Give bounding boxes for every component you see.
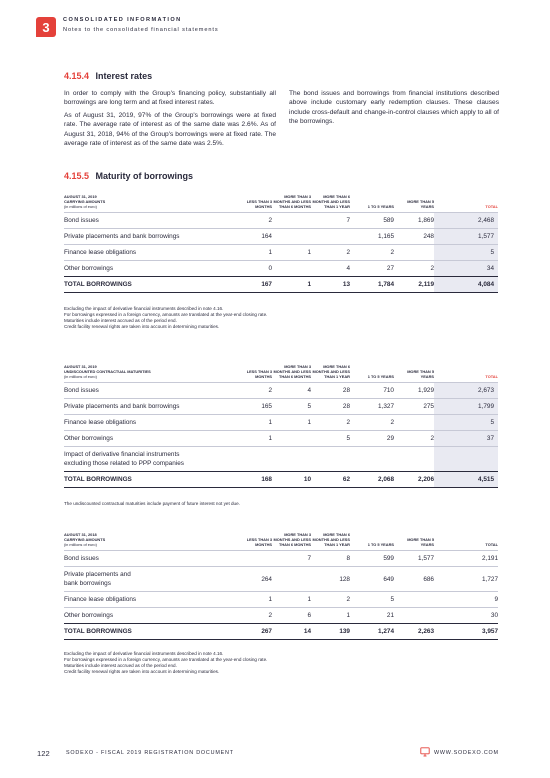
cell-total: 34	[434, 261, 498, 277]
col-header: 1 TO 5 YEARS	[367, 204, 394, 209]
col-header: MORE THAN 6 MONTHS AND LESS THAN 1 YEAR	[312, 532, 350, 547]
table-2018-carrying-amounts	[64, 532, 498, 640]
row-label: Private placements and bank borrowings	[64, 567, 231, 592]
col-header: MORE THAN 6 MONTHS AND LESS THAN 1 YEAR	[312, 194, 350, 209]
table-2019-undiscounted-maturities	[64, 364, 498, 488]
cell: 2	[231, 608, 272, 624]
cell-total: 1,727	[434, 567, 498, 592]
cell-total: 5	[434, 245, 498, 261]
cell: 10	[272, 472, 311, 488]
row-label: Other borrowings	[64, 431, 231, 447]
col-header: MORE THAN 6 MONTHS AND LESS THAN 1 YEAR	[312, 364, 350, 379]
note: Maturities include interest accrued as of the period end.	[64, 663, 177, 668]
table-heading: AUGUST 31, 2018 CARRYING AMOUNTS (in millions of euro)	[64, 532, 106, 547]
table-row	[64, 431, 498, 447]
table-header-row	[64, 532, 498, 551]
cell: 128	[311, 567, 350, 592]
cell: 599	[350, 551, 394, 567]
cell-total: 1,577	[434, 229, 498, 245]
cell: 1,577	[394, 551, 434, 567]
row-label: Impact of derivative financial instruments excluding those related to PPP companies	[64, 447, 231, 472]
table-total-row	[64, 624, 498, 640]
cell: 1	[272, 245, 311, 261]
cell: 1,869	[394, 213, 434, 229]
cell	[272, 213, 311, 229]
table-heading: AUGUST 31, 2019 CARRYING AMOUNTS (in millions of euro)	[64, 194, 106, 209]
cell: 275	[394, 399, 434, 415]
footer-website-link[interactable]: WWW.SODEXO.COM	[434, 750, 499, 756]
header-title: CONSOLIDATED INFORMATION	[63, 17, 182, 23]
cell-total: 1,799	[434, 399, 498, 415]
cell	[272, 567, 311, 592]
cell: 1	[272, 277, 311, 293]
section-maturity	[64, 171, 193, 181]
col-header: MORE THAN 3 MONTHS AND LESS THAN 6 MONTHS	[273, 194, 311, 209]
note: The undiscounted contractual maturities include payment of future interest not yet due.	[64, 501, 240, 506]
cell: 710	[350, 383, 394, 399]
col-header: 1 TO 5 YEARS	[367, 542, 394, 547]
table-row	[64, 608, 498, 624]
table-heading: AUGUST 31, 2019 UNDISCOUNTED CONTRACTUAL MATURITIES (in millions of euro)	[64, 364, 151, 379]
cell-total: 2,468	[434, 213, 498, 229]
table2-note	[64, 501, 240, 507]
cell-total: 30	[434, 608, 498, 624]
cell: 1	[231, 415, 272, 431]
cell	[394, 245, 434, 261]
cell	[311, 447, 350, 472]
note: Maturities include interest accrued as of the period end.	[64, 318, 177, 323]
cell: 14	[272, 624, 311, 640]
cell: 8	[311, 551, 350, 567]
col-header: 1 TO 5 YEARS	[367, 374, 394, 379]
footer-document-title: SODEXO - FISCAL 2019 REGISTRATION DOCUMENT	[66, 750, 234, 756]
col-header: MORE THAN 3 MONTHS AND LESS THAN 6 MONTHS	[273, 532, 311, 547]
section-title: Maturity of borrowings	[95, 171, 194, 181]
col-header-total: TOTAL	[485, 374, 498, 379]
cell: 1,929	[394, 383, 434, 399]
cell: 1	[231, 245, 272, 261]
col-header: MORE THAN 5 YEARS	[407, 199, 434, 209]
row-label: Bond issues	[64, 551, 231, 567]
cell: 2	[394, 261, 434, 277]
row-label: Bond issues	[64, 213, 231, 229]
cell: 5	[272, 399, 311, 415]
table1-notes	[64, 306, 267, 330]
cell: 27	[350, 261, 394, 277]
cell: 649	[350, 567, 394, 592]
note: Excluding the impact of derivative financial instruments described in note 4.16.	[64, 306, 224, 311]
cell: 5	[350, 592, 394, 608]
table-total-row	[64, 472, 498, 488]
cell: 1	[272, 592, 311, 608]
cell: 1,274	[350, 624, 394, 640]
row-label: Private placements and bank borrowings	[64, 229, 231, 245]
cell: 6	[272, 608, 311, 624]
cell: 165	[231, 399, 272, 415]
cell-total: 5	[434, 415, 498, 431]
cell: 1	[311, 608, 350, 624]
table-row	[64, 567, 498, 592]
cell: 21	[350, 608, 394, 624]
cell-total: 37	[434, 431, 498, 447]
table-row	[64, 261, 498, 277]
paragraph: As of August 31, 2019, 97% of the Group's borrowings were at fixed rate. The average rate of interest as of the same date was 2.6%. As of August 31, 2018, 94% of the Group's borrowings were at fixed rate. The average rate of interest as of the same date was 2.5%.	[64, 111, 276, 148]
row-label: Finance lease obligations	[64, 592, 231, 608]
cell: 2	[394, 431, 434, 447]
row-label: TOTAL BORROWINGS	[64, 277, 231, 293]
cell: 1	[272, 415, 311, 431]
cell: 167	[231, 277, 272, 293]
cell: 13	[311, 277, 350, 293]
col-header-total: TOTAL	[485, 542, 498, 547]
note: Credit facility renewal rights are taken into account in determining maturities.	[64, 669, 220, 674]
row-label: Private placements and bank borrowings	[64, 399, 231, 415]
cell-total: 3,957	[434, 624, 498, 640]
cell: 5	[311, 431, 350, 447]
cell: 168	[231, 472, 272, 488]
cell: 264	[231, 567, 272, 592]
cell	[394, 608, 434, 624]
cell: 1,327	[350, 399, 394, 415]
table-row	[64, 447, 498, 472]
cell: 2	[350, 415, 394, 431]
cell	[272, 447, 311, 472]
col-header: LESS THAN 3 MONTHS	[246, 369, 272, 379]
col-header: LESS THAN 3 MONTHS	[246, 199, 272, 209]
cell-total: 2,191	[434, 551, 498, 567]
table-row	[64, 399, 498, 415]
interest-left-text	[64, 89, 276, 151]
cell: 267	[231, 624, 272, 640]
section-title: Interest rates	[95, 71, 153, 81]
cell	[394, 592, 434, 608]
cell-total	[434, 447, 498, 472]
cell: 2	[311, 245, 350, 261]
row-label: TOTAL BORROWINGS	[64, 472, 231, 488]
cell: 4	[311, 261, 350, 277]
table-row	[64, 592, 498, 608]
chapter-badge: 3	[36, 17, 56, 37]
table3-notes	[64, 651, 267, 675]
cell	[231, 551, 272, 567]
cell: 164	[231, 229, 272, 245]
table-2019-carrying-amounts	[64, 194, 498, 293]
cell	[272, 261, 311, 277]
table-row	[64, 245, 498, 261]
cell: 589	[350, 213, 394, 229]
cell: 1	[231, 592, 272, 608]
section-interest-rates	[64, 71, 152, 81]
cell: 2	[311, 415, 350, 431]
table-row	[64, 415, 498, 431]
cell: 2,263	[394, 624, 434, 640]
table-row	[64, 213, 498, 229]
col-header: MORE THAN 5 YEARS	[407, 537, 434, 547]
table-row	[64, 383, 498, 399]
note: Credit facility renewal rights are taken into account in determining maturities.	[64, 324, 220, 329]
cell: 686	[394, 567, 434, 592]
row-label: TOTAL BORROWINGS	[64, 624, 231, 640]
cell: 1,165	[350, 229, 394, 245]
table-total-row	[64, 277, 498, 293]
table-header-row	[64, 194, 498, 213]
cell: 2,206	[394, 472, 434, 488]
col-header: MORE THAN 5 YEARS	[407, 369, 434, 379]
note: Excluding the impact of derivative financial instruments described in note 4.16.	[64, 651, 224, 656]
cell	[272, 431, 311, 447]
row-label: Other borrowings	[64, 608, 231, 624]
row-label: Bond issues	[64, 383, 231, 399]
cell-total: 9	[434, 592, 498, 608]
cell: 2	[231, 383, 272, 399]
cell	[350, 447, 394, 472]
row-label: Finance lease obligations	[64, 245, 231, 261]
paragraph: In order to comply with the Group's financing policy, substantially all borrowings are long term and at fixed interest rates.	[64, 90, 276, 107]
cell	[394, 415, 434, 431]
cell: 2	[350, 245, 394, 261]
table-row	[64, 229, 498, 245]
cell	[311, 229, 350, 245]
cell: 7	[272, 551, 311, 567]
cell	[231, 447, 272, 472]
col-header: MORE THAN 3 MONTHS AND LESS THAN 6 MONTHS	[273, 364, 311, 379]
header-subtitle: Notes to the consolidated financial statements	[63, 27, 219, 33]
cell	[272, 229, 311, 245]
cell: 139	[311, 624, 350, 640]
cell-total: 2,673	[434, 383, 498, 399]
note: For borrowings expressed in a foreign currency, amounts are translated at the year-end closing rate.	[64, 312, 268, 317]
row-label: Finance lease obligations	[64, 415, 231, 431]
table-header-row	[64, 364, 498, 383]
cell: 28	[311, 383, 350, 399]
col-header-total: TOTAL	[485, 204, 498, 209]
cell: 28	[311, 399, 350, 415]
cell	[394, 447, 434, 472]
cell: 1	[231, 431, 272, 447]
section-number: 4.15.4	[64, 71, 90, 81]
interest-right-text	[289, 89, 499, 130]
page-number: 122	[37, 749, 50, 758]
paragraph: The bond issues and borrowings from financial institutions described above include customary early redemption clauses. These clauses include cross-default and change-in-control clauses which apply to all of the borrowings.	[289, 90, 499, 126]
cell-total: 4,084	[434, 277, 498, 293]
cell: 29	[350, 431, 394, 447]
monitor-icon	[420, 747, 430, 757]
note: For borrowings expressed in a foreign currency, amounts are translated at the year-end closing rate.	[64, 657, 268, 662]
section-number: 4.15.5	[64, 171, 90, 181]
table-row	[64, 551, 498, 567]
cell: 1,784	[350, 277, 394, 293]
cell-total: 4,515	[434, 472, 498, 488]
cell: 2,119	[394, 277, 434, 293]
row-label: Other borrowings	[64, 261, 231, 277]
cell: 2	[231, 213, 272, 229]
col-header: LESS THAN 3 MONTHS	[246, 537, 272, 547]
cell: 2	[311, 592, 350, 608]
cell: 4	[272, 383, 311, 399]
cell: 62	[311, 472, 350, 488]
cell: 0	[231, 261, 272, 277]
cell: 7	[311, 213, 350, 229]
cell: 2,068	[350, 472, 394, 488]
cell: 248	[394, 229, 434, 245]
